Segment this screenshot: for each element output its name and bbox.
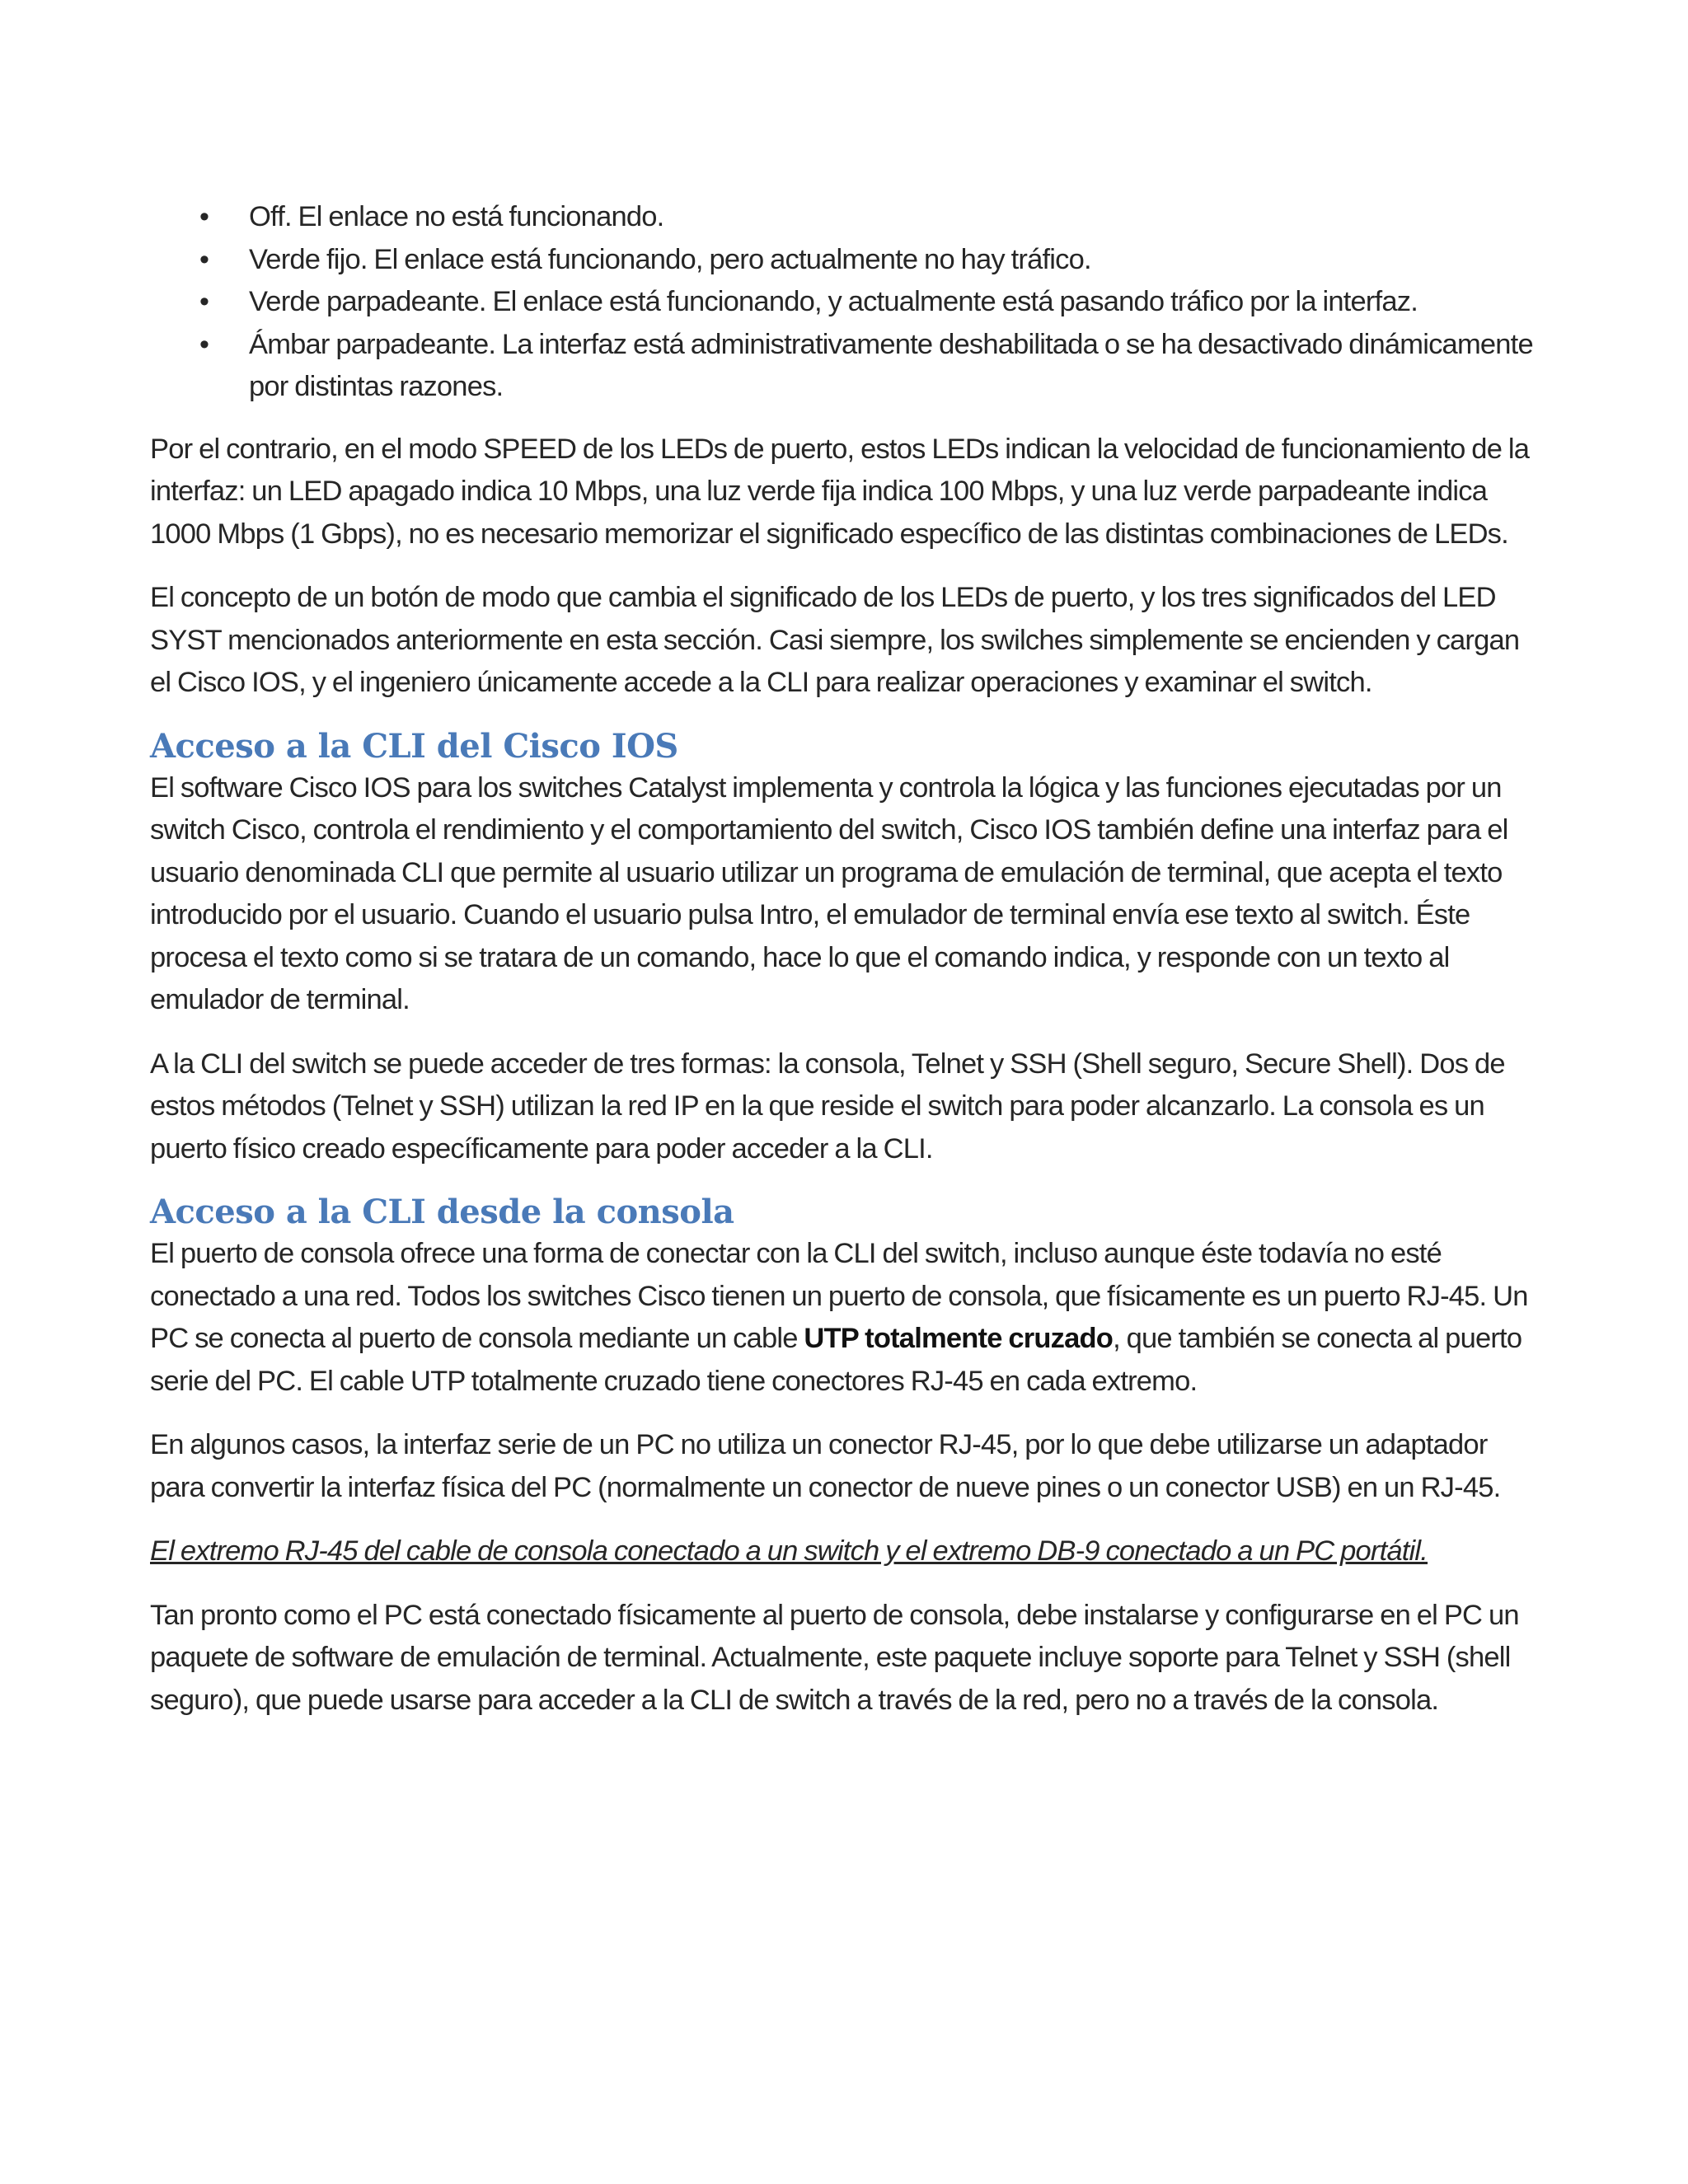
heading-cli-access: Acceso a la CLI del Cisco IOS [150, 726, 678, 766]
bullet-icon: • [199, 201, 209, 232]
list-item [150, 324, 1543, 409]
text-run: , que también se conecta al puerto serie del PC. El cable UTP totalmente cruzado tiene conectores RJ-45 en cada extremo. [150, 1323, 1522, 1397]
bullet-icon: • [199, 243, 209, 275]
list-item [150, 239, 1543, 282]
bullet-icon: • [199, 328, 209, 360]
bullet-icon: • [199, 286, 209, 317]
paragraph-cli-intro: El software Cisco IOS para los switches Catalyst implementa y controla la lógica y las funciones ejecutadas por un switch Cisco, controla el rendimiento y el comportamiento del switch, Cisco IOS también define una interfaz para el usuario denominada CLI que permite al usuario utilizar un programa de emulación de terminal, que acepta el texto introducido por el usuario. Cuando el usuario pulsa Intro, el emulador de terminal envía ese texto al switch. Éste procesa el texto como si se tratara de un comando, hace lo que el comando indica, y responde con un texto al emulador de terminal. [150, 771, 1508, 1015]
paragraph-terminal-emulation: Tan pronto como el PC está conectado físicamente al puerto de consola, debe instalarse y configurarse en el PC un paquete de software de emulación de terminal. Actualmente, este paquete incluye soporte para Telnet y SSH (shell seguro), que puede usarse para acceder a la CLI de switch a través de la red, pero no a través de la consola. [150, 1599, 1519, 1716]
list-item-text: Ámbar parpadeante. La interfaz está administrativamente deshabilitada o se ha desactivado dinámicamente por distintas razones. [249, 328, 1533, 402]
heading-console-access: Acceso a la CLI desde la consola [150, 1193, 734, 1231]
list-item [150, 196, 1543, 239]
list-item-text: Verde fijo. El enlace está funcionando, pero actualmente no hay tráfico. [249, 243, 1091, 275]
list-item [150, 281, 1543, 324]
paragraph-cli-access-methods: A la CLI del switch se puede acceder de tres formas: la consola, Telnet y SSH (Shell seguro, Secure Shell). Dos de estos métodos (Telnet y SSH) utilizan la red IP en la que reside el switch para poder alcanzarlo. La consola es un puerto físico creado específicamente para poder acceder a la CLI. [150, 1047, 1505, 1165]
list-item-text: Verde parpadeante. El enlace está funcionando, y actualmente está pasando tráfico por la interfaz. [249, 286, 1418, 317]
paragraph-mode-button: El concepto de un botón de modo que cambia el significado de los LEDs de puerto, y los tres significados del LED SYST mencionados anteriormente en esta sección. Casi siempre, los swilches simplemente se encienden y cargan el Cisco IOS, y el ingeniero únicamente accede a la CLI para realizar operaciones y examinar el switch. [150, 582, 1520, 698]
led-status-list [150, 196, 1543, 409]
document-page [150, 196, 1543, 1743]
paragraph-console-port [150, 1233, 1543, 1403]
bold-term: UTP totalmente cruzado [804, 1323, 1114, 1354]
text-run: El puerto de consola ofrece una forma de conectar con la CLI del switch, incluso aunque éste todavía no esté conectado a una red. Todos los switches Cisco tienen un puerto de consola, que físicamente es un puerto RJ-45. Un PC se conecta al puerto de consola mediante un cable [150, 1238, 1528, 1354]
figure-caption: El extremo RJ-45 del cable de consola conectado a un switch y el extremo DB-9 conectado a un PC portátil. [150, 1535, 1428, 1567]
paragraph-adapter: En algunos casos, la interfaz serie de un PC no utiliza un conector RJ-45, por lo que debe utilizarse un adaptador para convertir la interfaz física del PC (normalmente un conector de nueve pines o un conector USB) en un RJ-45. [150, 1429, 1501, 1503]
paragraph-speed-mode: Por el contrario, en el modo SPEED de los LEDs de puerto, estos LEDs indican la velocidad de funcionamiento de la interfaz: un LED apagado indica 10 Mbps, una luz verde fija indica 100 Mbps, y una luz verde parpadeante indica 1000 Mbps (1 Gbps), no es necesario memorizar el significado específico de las distintas combinaciones de LEDs. [150, 433, 1530, 550]
list-item-text: Off. El enlace no está funcionando. [249, 201, 664, 232]
